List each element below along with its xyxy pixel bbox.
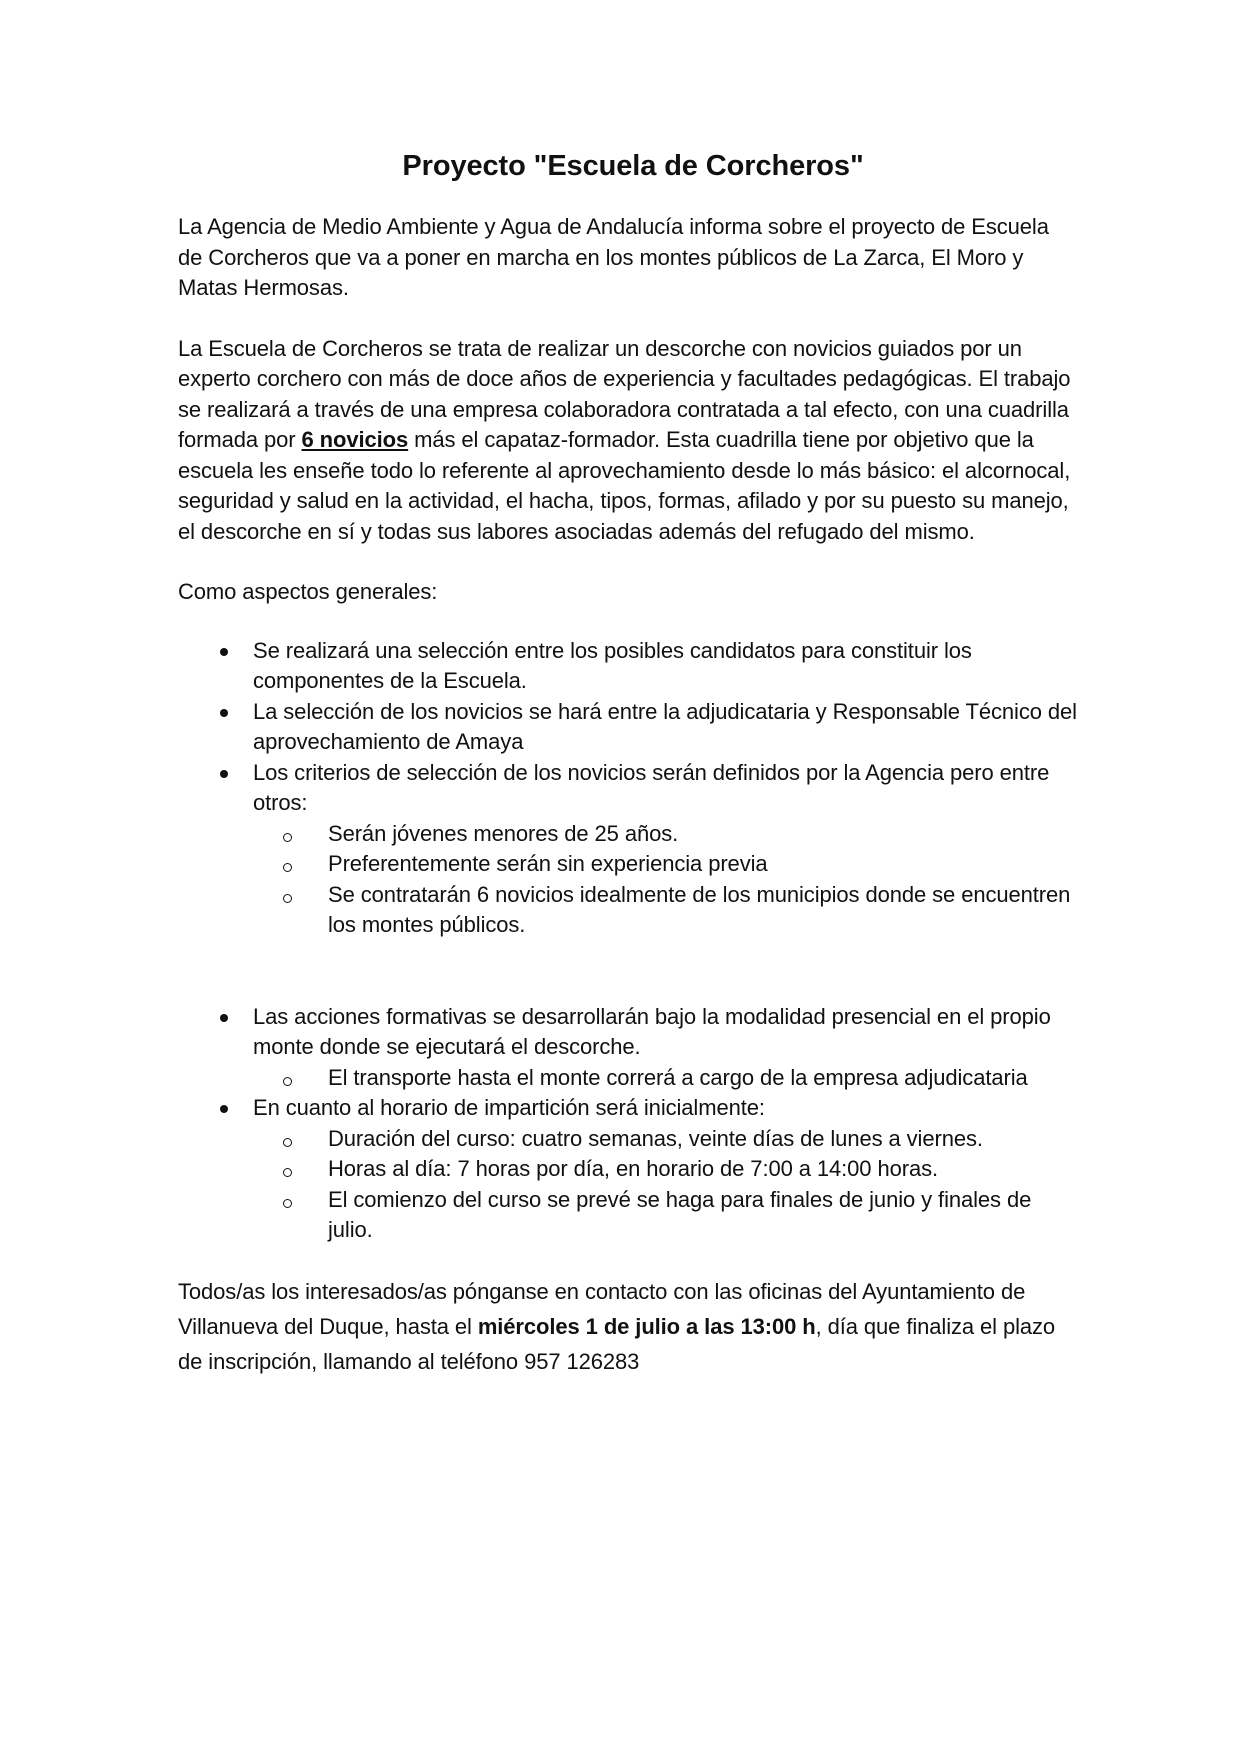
contact-text-a: Todos/as los interesados/as pónganse en contacto con las oficinas del Ayuntamiento de Villanueva del Duque, hasta el: [178, 1278, 1026, 1339]
sub-list-item: Duración del curso: cuatro semanas, veinte días de lunes a viernes.: [253, 1124, 1078, 1155]
list-item: [178, 697, 1078, 758]
description-paragraph: [178, 334, 1078, 548]
transport-sub-list: [253, 1063, 1078, 1094]
sub-list-item: Preferentemente serán sin experiencia previa: [253, 849, 1078, 880]
list-item: [178, 636, 1078, 697]
intro-paragraph: La Agencia de Medio Ambiente y Agua de Andalucía informa sobre el proyecto de Escuela de Corcheros que va a poner en marcha en los montes públicos de La Zarca, El Moro y Matas Hermosas.: [178, 214, 1049, 300]
sub-list-item: Se contratarán 6 novicios idealmente de los municipios donde se encuentren los montes públicos.: [253, 880, 1078, 941]
sub-list-item: Serán jóvenes menores de 25 años.: [253, 819, 1078, 850]
selection-criteria-list: [253, 819, 1078, 941]
sub-list-item: El comienzo del curso se prevé se haga para finales de junio y finales de julio.: [253, 1185, 1078, 1246]
general-aspects-list: [178, 636, 1078, 941]
deadline-emphasis: miércoles 1 de julio a las 13:00 h: [477, 1313, 816, 1339]
list-item-text: Las acciones formativas se desarrollarán bajo la modalidad presencial en el propio monte donde se ejecutará el descorche.: [253, 1003, 1051, 1059]
document-body: [178, 146, 1078, 1409]
sub-list-item: Horas al día: 7 horas por día, en horario de 7:00 a 14:00 horas.: [253, 1154, 1078, 1185]
schedule-sub-list: [253, 1124, 1078, 1246]
sub-list-item: El transporte hasta el monte correrá a cargo de la empresa adjudicataria: [253, 1063, 1078, 1094]
list-item: [178, 1002, 1078, 1094]
list-item-text: Se realizará una selección entre los posibles candidatos para constituir los componentes de la Escuela.: [253, 637, 972, 693]
training-list: [178, 1002, 1078, 1246]
list-item: [178, 1093, 1078, 1246]
contact-paragraph: [178, 1274, 1078, 1379]
contact-text-b: , día que finaliza el plazo de inscripción, llamando al teléfono 957 126283: [178, 1313, 1056, 1374]
general-aspects-heading: Como aspectos generales:: [178, 579, 438, 604]
blank-space: [178, 941, 1078, 1002]
novicios-count-emphasis: 6 novicios: [301, 427, 409, 452]
description-text-a: La Escuela de Corcheros se trata de realizar un descorche con novicios guiados por un experto corchero con más de doce años de experiencia y facultades pedagógicas. El trabajo se realizará a través de una empresa colaboradora contratada a tal efecto, con una cuadrilla formada por: [178, 335, 1071, 452]
list-item-text: La selección de los novicios se hará entre la adjudicataria y Responsable Técnico del aprovechamiento de Amaya: [253, 698, 1077, 754]
description-text-b: más el capataz-formador. Esta cuadrilla tiene por objetivo que la escuela les enseñe todo lo referente al aprovechamiento desde lo más básico: el alcornocal, seguridad y salud en la actividad, el hacha, tipos, formas, afilado y por su puesto su manejo, el descorche en sí y todas sus labores asociadas además del refugado del mismo.: [178, 427, 1071, 544]
document-title: Proyecto "Escuela de Corcheros": [402, 150, 864, 182]
list-item: [178, 758, 1078, 941]
list-item-text: Los criterios de selección de los novicios serán definidos por la Agencia pero entre otros:: [253, 759, 1050, 815]
list-item-text: En cuanto al horario de impartición será inicialmente:: [253, 1095, 765, 1120]
